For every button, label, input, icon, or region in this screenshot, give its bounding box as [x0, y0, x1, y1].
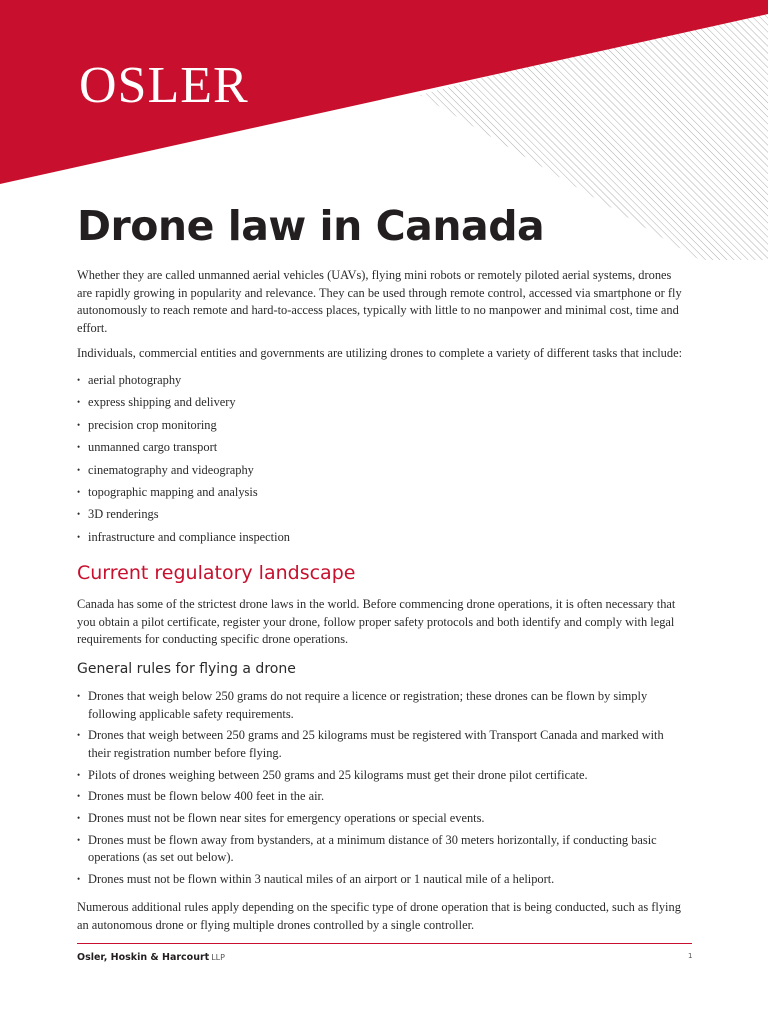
page-title: Drone law in Canada: [77, 202, 545, 250]
list-item: • infrastructure and compliance inspection: [77, 529, 290, 551]
list-item: • Drones must be flown away from bystanders, at a minimum distance of 30 meters horizontally, if conducting basic operations (as set out below).: [77, 832, 689, 867]
section-heading: Current regulatory landscape: [77, 562, 356, 584]
list-item: • cinematography and videography: [77, 462, 290, 484]
list-item: • unmanned cargo transport: [77, 439, 290, 461]
subsection-heading: General rules for flying a drone: [77, 661, 296, 677]
section-paragraph: Canada has some of the strictest drone laws in the world. Before commencing drone operations, it is often necessary that you obtain a pilot certificate, register your drone, follow proper safety protocols and both identify and comply with legal requirements for conducting specific drone operations.: [77, 597, 676, 646]
list-item: • topographic mapping and analysis: [77, 484, 290, 506]
footer-divider: [77, 943, 692, 944]
tasks-intro: Individuals, commercial entities and governments are utilizing drones to complete a variety of different tasks that include:: [77, 346, 683, 360]
footer-firm-name: [77, 952, 225, 963]
list-item: • Drones that weigh between 250 grams and 25 kilograms must be registered with Transport Canada and marked with their registration number before flying.: [77, 727, 689, 762]
firm-suffix: LLP: [211, 953, 225, 962]
firm-name: Osler, Hoskin & Harcourt: [77, 952, 210, 963]
list-item: • express shipping and delivery: [77, 394, 290, 416]
logo-text: OSLER: [79, 57, 249, 114]
osler-logo: [79, 57, 249, 114]
intro-paragraph: Whether they are called unmanned aerial vehicles (UAVs), flying mini robots or remotely piloted aerial systems, drones are rapidly growing in popularity and relevance. They can be used through remote control, accessed via smartphone or fly autonomously to reach remote and hard-to-access places, typically with little to no manpower and minimal cost, time and effort.: [77, 268, 682, 335]
list-item: • Drones must be flown below 400 feet in the air.: [77, 788, 689, 806]
list-item: • Pilots of drones weighing between 250 grams and 25 kilograms must get their drone pilot certificate.: [77, 767, 689, 785]
list-item: • precision crop monitoring: [77, 417, 290, 439]
list-item: • aerial photography: [77, 372, 290, 394]
list-item: • 3D renderings: [77, 506, 290, 528]
list-item: • Drones must not be flown within 3 nautical miles of an airport or 1 nautical mile of a heliport.: [77, 871, 689, 889]
rules-list: [77, 688, 689, 893]
list-item: • Drones that weigh below 250 grams do not require a licence or registration; these drones can be flown by simply following applicable safety requirements.: [77, 688, 689, 723]
page-number: 1: [688, 952, 693, 960]
list-item: • Drones must not be flown near sites for emergency operations or special events.: [77, 810, 689, 828]
tasks-list: [77, 372, 290, 551]
closing-paragraph: Numerous additional rules apply depending on the specific type of drone operation that is being conducted, such as flying an autonomous drone or flying multiple drones controlled by a single controller.: [77, 900, 681, 932]
